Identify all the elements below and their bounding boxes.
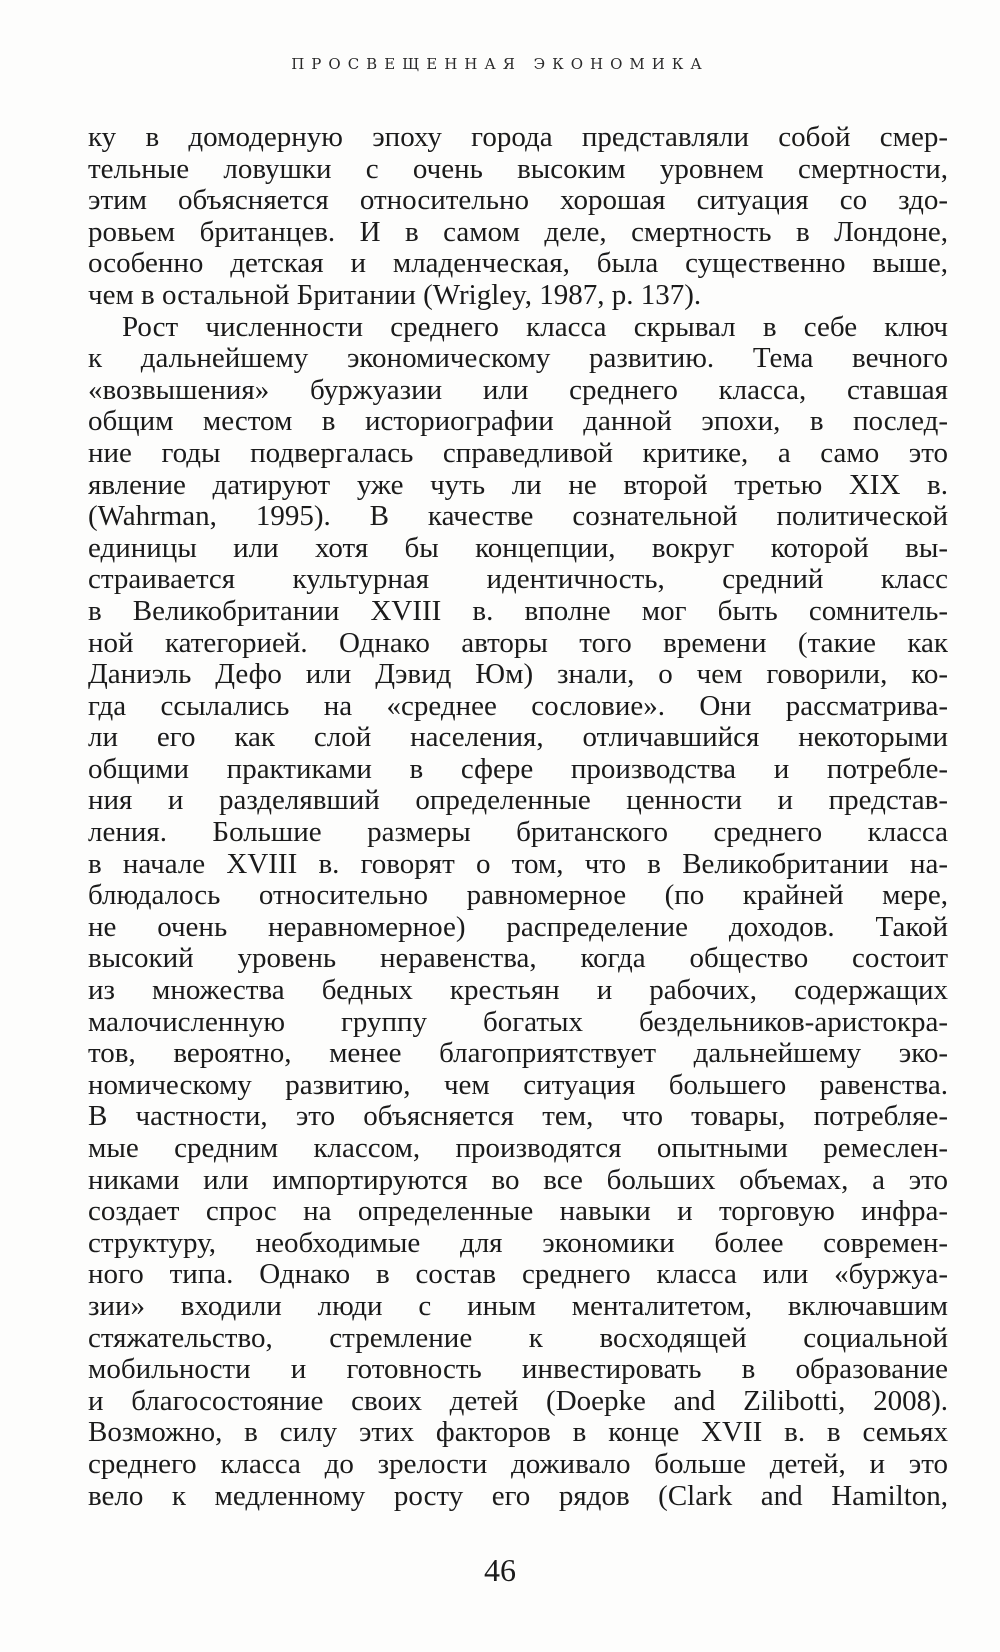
text-line: ного типа. Однако в состав среднего класса или «буржуа- — [88, 1258, 948, 1291]
running-head: ПРОСВЕЩЕННАЯ ЭКОНОМИКА — [291, 55, 709, 73]
text-line: в Великобритании XVIII в. вполне мог быть сомнитель- — [88, 594, 948, 627]
text-line: страивается культурная идентичность, средний класс — [88, 563, 948, 596]
text-line: Даниэль Дефо или Дэвид Юм) знали, о чем говорили, ко- — [88, 658, 948, 691]
text-line: (Wahrman, 1995). В качестве сознательной политической — [88, 500, 948, 533]
text-line: блюдалось относительно равномерное (по крайней мере, — [88, 879, 948, 912]
text-line: особенно детская и младенческая, была существенно выше, — [88, 247, 948, 280]
text-line: В частности, это объясняется тем, что товары, потребляе- — [88, 1100, 948, 1133]
text-line: «возвышения» буржуазии или среднего класса, ставшая — [88, 373, 948, 406]
text-line: малочисленную группу богатых бездельников-аристокра- — [88, 1005, 948, 1038]
text-line: явление датируют уже чуть ли не второй третью XIX в. — [88, 468, 948, 501]
text-line: среднего класса до зрелости доживало больше детей, и это — [88, 1447, 948, 1480]
text-line: этим объясняется относительно хорошая ситуация со здо- — [88, 184, 948, 217]
text-line: ровьем британцев. И в самом деле, смертность в Лондоне, — [88, 215, 948, 248]
text-line: ку в домодерную эпоху города представляли собой смер- — [88, 121, 948, 153]
text-line: мобильности и готовность инвестировать в образование — [88, 1353, 948, 1386]
text-line: вело к медленному росту его рядов (Clark and Hamilton, — [88, 1479, 948, 1512]
text-line: ли его как слой населения, отличавшийся некоторыми — [88, 721, 948, 754]
text-line: и благосостояние своих детей (Doepke and Zilibotti, 2008). — [88, 1384, 948, 1417]
text-line: к дальнейшему экономическому развитию. Тема вечного — [88, 342, 948, 375]
text-line: чем в остальной Британии (Wrigley, 1987, p. 137). — [88, 278, 702, 311]
text-line: стяжательство, стремление к восходящей социальной — [88, 1321, 948, 1354]
text-line: общим местом в историографии данной эпохи, в послед- — [88, 405, 948, 438]
text-line: никами или импортируются во все больших объемах, а это — [88, 1163, 948, 1196]
text-line: тельные ловушки с очень высоким уровнем смертности, — [88, 152, 948, 185]
text-line: Возможно, в силу этих факторов в конце XVII в. в семьях — [88, 1416, 948, 1449]
text-line: тов, вероятно, менее благоприятствует дальнейшему эко- — [88, 1037, 948, 1070]
text-line: Рост численности среднего класса скрывал в себе ключ — [122, 310, 948, 343]
page-number: 46 — [484, 1552, 516, 1588]
text-line: единицы или хотя бы концепции, вокруг которой вы- — [88, 531, 948, 564]
text-line: зии» входили люди с иным менталитетом, включавшим — [88, 1289, 948, 1322]
text-line: номическому развитию, чем ситуация большего равенства. — [88, 1068, 948, 1101]
text-line: ной категорией. Однако авторы того времени (такие как — [88, 626, 948, 659]
text-line: гда ссылались на «среднее сословие». Они рассматрива- — [88, 689, 948, 722]
text-line: ления. Большие размеры британского среднего класса — [88, 816, 948, 849]
text-line: ния и разделявший определенные ценности и представ- — [88, 784, 948, 817]
text-line: высокий уровень неравенства, когда общество состоит — [88, 942, 948, 975]
text-line: из множества бедных крестьян и рабочих, содержащих — [88, 974, 948, 1007]
body-text — [88, 122, 948, 1512]
text-line: в начале XVIII в. говорят о том, что в Великобритании на- — [88, 847, 948, 880]
text-line: ние годы подвергалась справедливой критике, а само это — [88, 436, 948, 469]
text-line: создает спрос на определенные навыки и торговую инфра- — [88, 1195, 948, 1228]
text-line: не очень неравномерное) распределение доходов. Такой — [88, 910, 948, 943]
text-line: общими практиками в сфере производства и потребле- — [88, 752, 948, 785]
text-line: структуру, необходимые для экономики более современ- — [88, 1226, 948, 1259]
text-line: мые средним классом, производятся опытными ремеслен- — [88, 1132, 948, 1164]
